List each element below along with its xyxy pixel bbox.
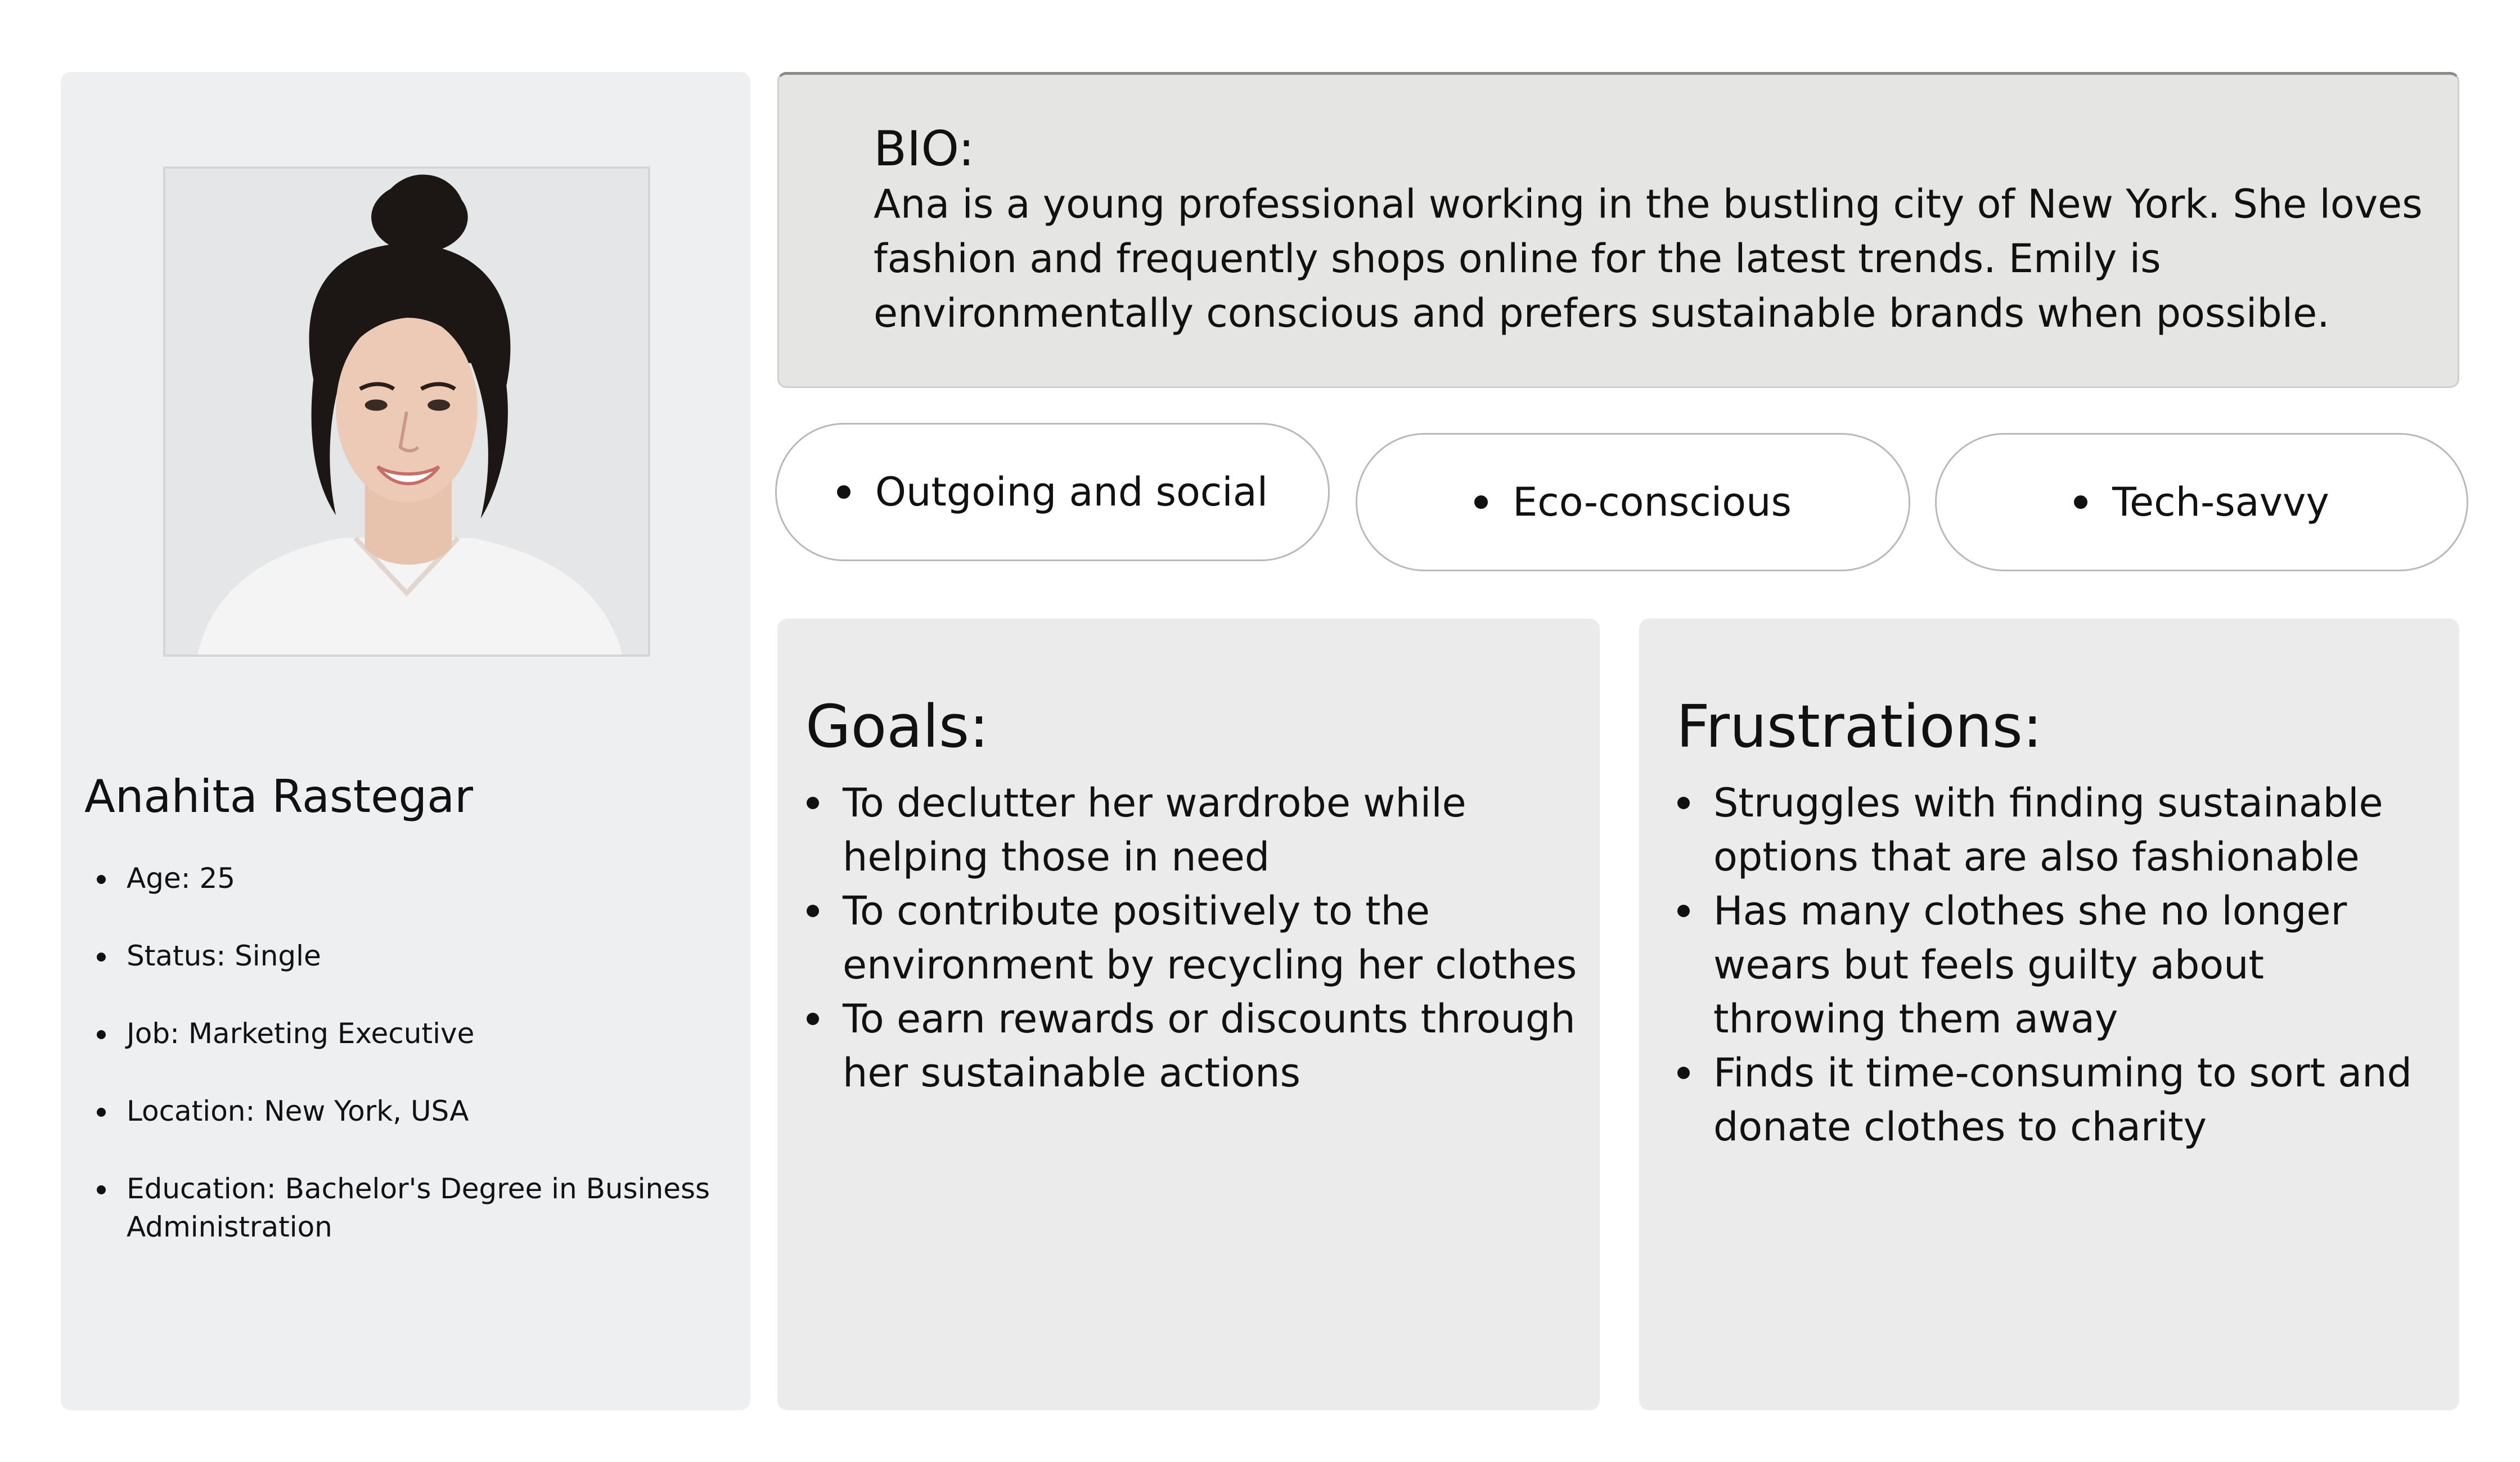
persona-name: Anahita Rastegar: [84, 770, 474, 823]
detail-age: Age: 25: [84, 859, 731, 897]
portrait-illustration: [165, 169, 648, 655]
trait-pill-outgoing: [775, 423, 1330, 561]
bio-card: [777, 72, 2459, 388]
bullet-dot: [837, 485, 850, 499]
profile-card: [61, 72, 750, 1410]
trait-label: Outgoing and social: [875, 469, 1268, 515]
profile-photo: [163, 166, 650, 657]
frustration-item: Finds it time-consuming to sort and donate clothes to charity: [1676, 1046, 2447, 1154]
bullet-dot: [2074, 495, 2087, 509]
trait-label: Eco-conscious: [1513, 479, 1792, 525]
goals-panel: [777, 619, 1600, 1410]
frustration-item: Has many clothes she no longer wears but feels guilty about throwing them away: [1676, 884, 2447, 1046]
frustrations-heading: Frustrations:: [1676, 692, 2042, 761]
detail-education: Education: Bachelor's Degree in Business Administration: [84, 1170, 731, 1246]
goals-list: [806, 776, 1582, 1100]
persona-details-list: [84, 859, 731, 1285]
frustrations-panel: [1639, 619, 2459, 1410]
goal-item: To earn rewards or discounts through her sustainable actions: [806, 992, 1582, 1100]
goals-heading: Goals:: [806, 692, 989, 761]
goal-item: To contribute positively to the environment by recycling her clothes: [806, 884, 1582, 992]
detail-job: Job: Marketing Executive: [84, 1014, 731, 1053]
bio-heading: BIO:: [874, 121, 975, 177]
bio-text: Ana is a young professional working in the bustling city of New York. She loves fashion and frequently shops online for the latest trends. Emily is environmentally conscious and prefers sustainable brands when possible.: [874, 181, 2423, 336]
trait-pill-tech: [1935, 433, 2468, 571]
frustrations-list: [1676, 776, 2447, 1154]
goal-item: To declutter her wardrobe while helping those in need: [806, 776, 1582, 884]
bullet-dot: [1474, 495, 1488, 509]
trait-label: Tech-savvy: [2112, 479, 2329, 525]
frustration-item: Struggles with finding sustainable options that are also fashionable: [1676, 776, 2447, 884]
detail-location: Location: New York, USA: [84, 1092, 731, 1130]
detail-status: Status: Single: [84, 937, 731, 975]
trait-pill-eco: [1356, 433, 1910, 571]
